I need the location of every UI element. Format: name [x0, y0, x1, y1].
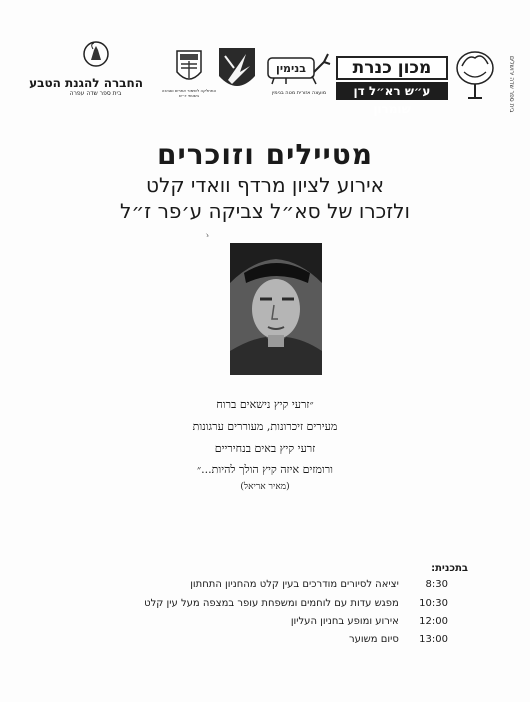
poem-line: ורומזים איזה קיץ הולך להיות...״ — [197, 463, 333, 476]
kinneret-name: מכון כנרת — [336, 56, 448, 80]
poem-line: זרעי קיץ באים בנחיריים — [214, 442, 316, 455]
nature-society-logo — [29, 40, 143, 100]
subtitle-event: אירוע לציון מרדף וואדי קלט — [146, 173, 384, 197]
deer-emblem-icon — [266, 50, 332, 88]
scan-mark: ゝ — [203, 231, 211, 240]
bneimin-sub: מועצה אזורית מטה בנימין — [271, 90, 327, 96]
schedule-item — [68, 598, 448, 609]
schedule-time: 13:00 — [419, 634, 448, 645]
brigade-logo — [216, 46, 258, 94]
wing-emblem-icon — [216, 46, 258, 94]
schedule-text: אירוע ומופע בחניון העליון — [290, 616, 399, 627]
sponsor-logos — [29, 40, 498, 116]
schedule-item — [68, 616, 448, 627]
schedule-time: 8:30 — [425, 579, 448, 590]
tree-emblem-icon — [450, 48, 500, 102]
poem-line: מעירים זיכרונות, מעוררים ערגונות — [192, 420, 338, 433]
schedule-item — [68, 579, 448, 590]
bneimin-name: בנימין — [276, 62, 306, 75]
schedule-text: מפגש עדות עם לוחמים ומשפחת עופר במצפה מעל עין קלט — [144, 598, 399, 609]
subtitle-memorial: ולזכרו של סא״ל צביקה ע׳פר ז״ל — [120, 199, 410, 223]
ibex-emblem-icon — [82, 40, 110, 68]
field-school-logo — [450, 48, 500, 102]
schedule-time: 10:30 — [419, 598, 448, 609]
poem-author: (מאיר אריאל) — [240, 482, 290, 492]
memorial-portrait — [230, 243, 322, 375]
poem-line: ״זרעי קיץ נישאים ברוח — [216, 398, 314, 411]
schedule-item — [68, 634, 448, 645]
shield-logo — [161, 50, 217, 98]
shield-icon — [176, 50, 202, 86]
nature-society-name: החברה להגנת הטבע — [29, 76, 143, 90]
schedule-time: 12:00 — [419, 616, 448, 627]
portrait-image — [230, 243, 322, 375]
schedule-text: יציאה לסיורים מודרכים בעין קלט מהחניון התחתון — [190, 579, 399, 590]
bneimin-logo — [266, 50, 332, 96]
program-heading: בתכנית: — [431, 563, 468, 574]
nature-society-sub: בית ספר שדה עפרה — [69, 90, 122, 97]
kinneret-dedication: ע״ש רא״ל דן שומרון — [336, 82, 448, 100]
side-caption: בית ספר שדה ירושלים — [508, 56, 515, 113]
schedule-text: סיום משוער — [349, 634, 399, 645]
kinneret-college-logo — [336, 56, 448, 116]
page-title: מטיילים וזוכרים — [156, 138, 374, 171]
shield-sub: המחלקה לשימור אתרים וסביבה בשטחי יו״ש — [161, 88, 217, 98]
